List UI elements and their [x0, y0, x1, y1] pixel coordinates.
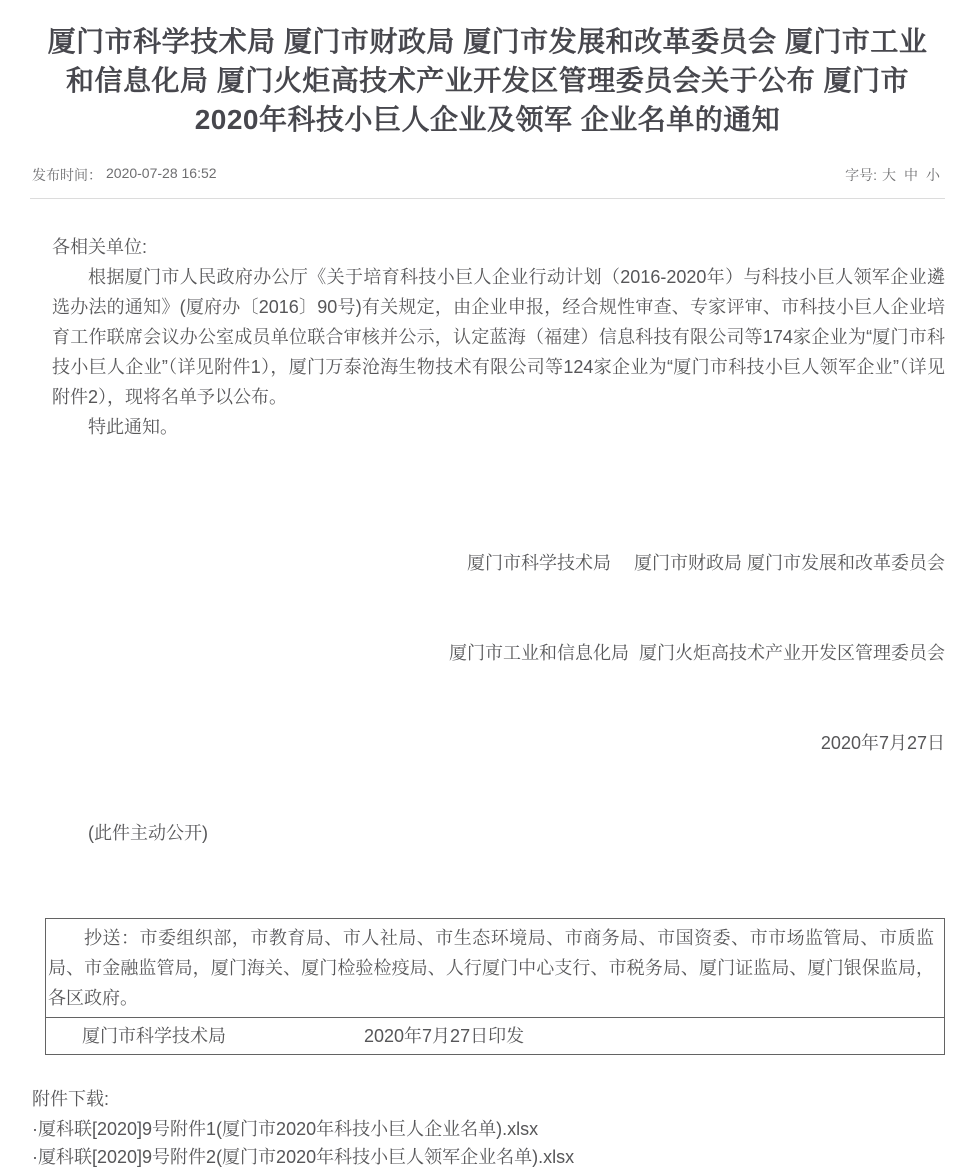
cc-row [46, 919, 944, 1018]
font-size-switch [845, 165, 943, 185]
document-body [52, 232, 945, 848]
page-title: 厦门市科学技术局 厦门市财政局 厦门市发展和改革委员会 厦门市工业和信息化局 厦门火炬高技术产业开发区管理委员会关于公布 厦门市2020年科技小巨人企业及领军 企业名单的通知 [47, 26, 928, 135]
signature-line-agencies-2: 厦门市工业和信息化局 厦门火炬高技术产业开发区管理委员会 [449, 643, 945, 663]
header-divider [30, 198, 945, 199]
publish-time-group [32, 165, 217, 185]
font-size-medium-button[interactable]: 中 [904, 167, 918, 183]
salutation: 各相关单位: [52, 237, 148, 257]
attachment-link-2[interactable]: ·厦科联[2020]9号附件2(厦门市2020年科技小巨人领军企业名单).xlsx [32, 1147, 575, 1167]
main-paragraph: 根据厦门市人民政府办公厅《关于培育科技小巨人企业行动计划（2016-2020年）与科技小巨人领军企业遴选办法的通知》(厦府办〔2016〕90号)有关规定，由企业申报，经合规性审查、专家评审、市科技小巨人企业培育工作联席会议办公室成员单位联合审核并公示，认定蓝海（福建）信息科技有限公司等174家企业为“厦门市科技小巨人企业”（详见附件1），厦门万泰沧海生物技术有限公司等124家企业为“厦门市科技小巨人领军企业”（详见附件2），现将名单予以公布。 [52, 267, 945, 407]
attachment-link-1[interactable]: ·厦科联[2020]9号附件1(厦门市2020年科技小巨人企业名单).xlsx [32, 1119, 539, 1139]
font-size-large-button[interactable]: 大 [882, 167, 896, 183]
meta-row [30, 165, 945, 185]
cc-table [45, 918, 945, 1055]
notice-page [0, 22, 973, 1167]
font-size-small-button[interactable]: 小 [926, 167, 940, 183]
issuer-row [46, 1018, 944, 1054]
signature-date: 2020年7月27日 [820, 733, 945, 753]
font-size-label: 字号: [845, 167, 877, 183]
publish-time-value: 2020-07-28 16:52 [106, 165, 217, 181]
disclosure-note: (此件主动公开) [88, 823, 208, 843]
print-date: 2020年7月27日印发 [364, 1026, 525, 1046]
cc-recipients-text: 抄送：市委组织部，市教育局、市人社局、市生态环境局、市商务局、市国资委、市市场监管局、市质监局、市金融监管局，厦门海关、厦门检验检疫局、人行厦门中心支行、市税务局、厦门证监局、厦门银保监局，各区政府。 [48, 928, 934, 1008]
issuer-name: 厦门市科学技术局 [82, 1026, 226, 1046]
publish-time-label: 发布时间： [32, 167, 102, 183]
attachments-heading: 附件下载: [32, 1089, 110, 1109]
signature-line-agencies-1: 厦门市科学技术局 厦门市财政局 厦门市发展和改革委员会 [467, 553, 945, 573]
signature-block [52, 488, 945, 818]
attachments-section [32, 1085, 945, 1171]
closing-line: 特此通知。 [88, 417, 178, 437]
